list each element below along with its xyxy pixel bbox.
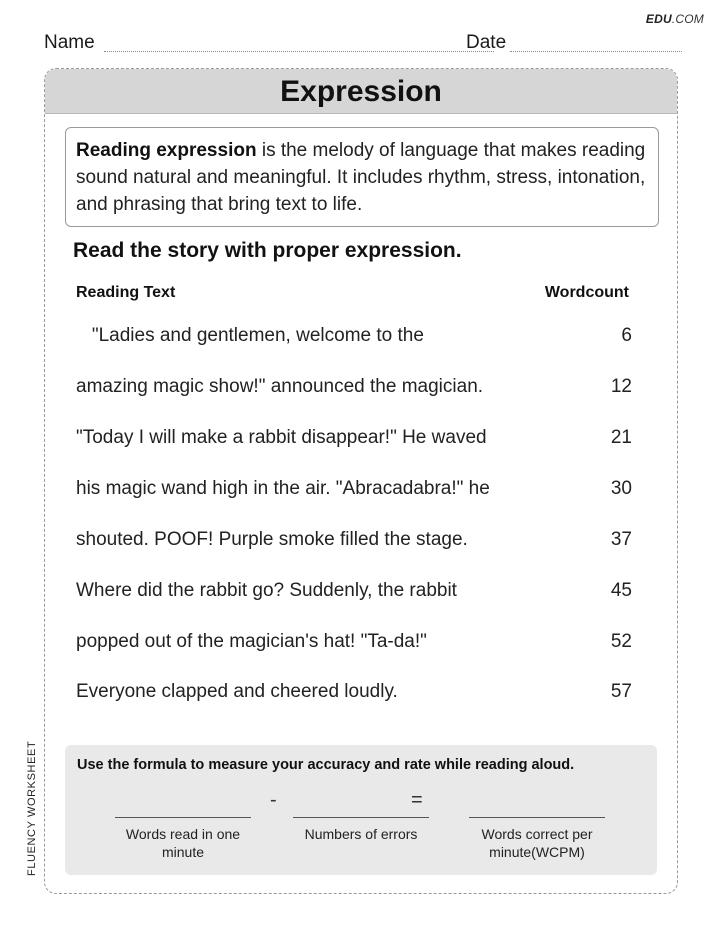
date-label: Date — [466, 32, 507, 53]
column-header-reading-text: Reading Text — [76, 284, 176, 301]
table-row — [76, 529, 632, 559]
name-label: Name — [44, 32, 95, 53]
row-text: amazing magic show!" announced the magician. — [76, 376, 484, 397]
table-row — [76, 478, 632, 508]
instruction: Read the story with proper expression. — [73, 239, 462, 262]
minus-sign: - — [270, 789, 277, 811]
wcpm-blank[interactable] — [469, 817, 605, 818]
intro-term: Reading expression — [76, 140, 257, 161]
card-header — [45, 69, 677, 114]
row-wordcount: 37 — [610, 529, 632, 550]
brand-logo-rest: .COM — [671, 12, 704, 26]
intro-box — [65, 127, 659, 227]
table-row — [76, 580, 632, 610]
errors-blank[interactable] — [293, 817, 429, 818]
wcpm-caption: Words correct per minute(WCPM) — [481, 826, 593, 860]
errors-caption: Numbers of errors — [304, 826, 418, 842]
row-text: "Ladies and gentlemen, welcome to the — [76, 325, 424, 346]
formula-box — [65, 745, 657, 875]
date-field[interactable] — [510, 51, 682, 52]
row-text: Where did the rabbit go? Suddenly, the rabbit — [76, 580, 457, 601]
row-wordcount: 12 — [610, 376, 632, 397]
brand-logo — [646, 12, 704, 26]
equals-sign: = — [411, 789, 423, 811]
intro-definition: is the melody of language that makes reading sound natural and meaningful. It includes rhythm, stress, intonation, and phrasing that bring text to life. — [76, 140, 646, 215]
words-read-blank[interactable] — [115, 817, 251, 818]
row-text: Everyone clapped and cheered loudly. — [76, 681, 398, 702]
worksheet-card — [44, 68, 678, 894]
row-text: "Today I will make a rabbit disappear!" He waved — [76, 427, 487, 448]
row-wordcount: 6 — [621, 325, 632, 346]
name-field[interactable] — [104, 51, 494, 52]
page-title: Expression — [280, 75, 442, 108]
side-label: FLUENCY WORKSHEET — [26, 740, 38, 876]
table-row — [76, 325, 632, 355]
row-text: his magic wand high in the air. "Abracadabra!" he — [76, 478, 490, 499]
table-row — [76, 427, 632, 457]
row-text: shouted. POOF! Purple smoke filled the stage. — [76, 529, 468, 550]
row-wordcount: 21 — [610, 427, 632, 448]
table-row — [76, 631, 632, 661]
words-read-caption: Words read in one minute — [125, 826, 241, 860]
formula-title: Use the formula to measure your accuracy and rate while reading aloud. — [77, 757, 575, 773]
row-text: popped out of the magician's hat! "Ta-da!" — [76, 631, 427, 652]
name-date-row — [44, 32, 684, 56]
table-row — [76, 681, 632, 711]
brand-logo-bold: EDU — [645, 12, 672, 26]
table-row — [76, 376, 632, 406]
row-wordcount: 30 — [610, 478, 632, 499]
row-wordcount: 45 — [610, 580, 632, 601]
row-wordcount: 57 — [610, 681, 632, 702]
column-header-wordcount: Wordcount — [544, 284, 629, 301]
row-wordcount: 52 — [610, 631, 632, 652]
